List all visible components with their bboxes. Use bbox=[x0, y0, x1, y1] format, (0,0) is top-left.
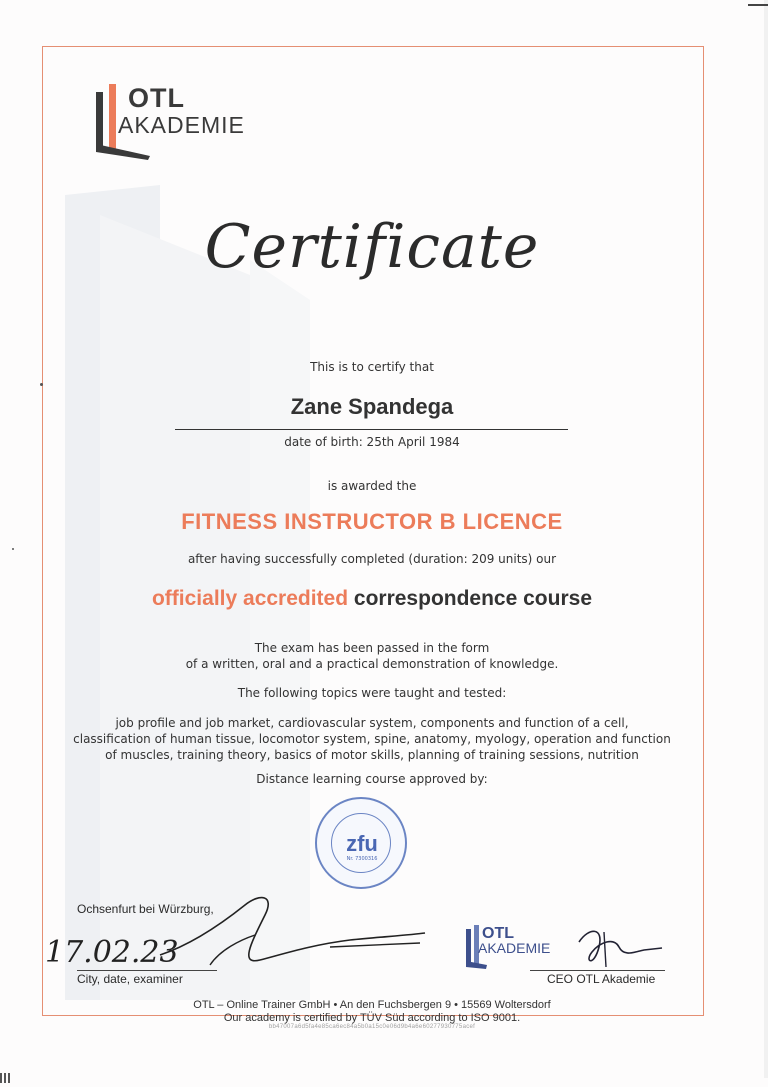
footer-iso: Our academy is certified by TÜV Süd according to ISO 9001. bbox=[223, 1012, 521, 1024]
completed-text: after having successfully completed (duration: 209 units) our bbox=[187, 552, 557, 566]
examiner-signature-line bbox=[77, 970, 217, 971]
course-rest: correspondence course bbox=[353, 587, 592, 610]
exam-line-1: The exam has been passed in the form bbox=[254, 641, 490, 655]
stamp-otl-text: OTL bbox=[482, 925, 514, 942]
certificate-title: Certificate bbox=[204, 212, 540, 282]
logo-otl-text: OTL bbox=[128, 83, 185, 113]
zfu-stamp bbox=[315, 797, 407, 889]
licence-title: FITNESS INSTRUCTOR B LICENCE bbox=[181, 509, 563, 534]
scan-edge-marks bbox=[0, 1068, 14, 1078]
scan-mark bbox=[748, 4, 768, 6]
examiner-caption: City, date, examiner bbox=[77, 972, 183, 986]
examiner-signature-icon bbox=[150, 885, 430, 975]
approved-by-text: Distance learning course approved by: bbox=[256, 772, 488, 786]
scan-speck bbox=[40, 383, 43, 386]
topics-line: classification of human tissue, locomotor system, spine, anatomy, myology, operation and function bbox=[73, 732, 671, 746]
course-title bbox=[42, 587, 702, 611]
footer-hash: bb47007a6d5fa4e85ca6ec84a5b0a15c0e06d9b4a6e60277930775acef bbox=[268, 1024, 476, 1030]
ceo-signature-icon bbox=[574, 922, 664, 972]
signature-date: 17.02.23 bbox=[45, 935, 179, 970]
topics-line: job profile and job market, cardiovascular system, components and function of a cell, bbox=[115, 716, 629, 730]
signature-place: Ochsenfurt bei Würzburg, bbox=[77, 902, 214, 916]
ceo-signature-line bbox=[530, 970, 665, 971]
awarded-text: is awarded the bbox=[327, 479, 417, 493]
stamp-logo: zfu bbox=[346, 831, 378, 856]
scan-edge bbox=[764, 0, 768, 1078]
date-of-birth: date of birth: 25th April 1984 bbox=[284, 435, 460, 449]
topics-line: of muscles, training theory, basics of motor skills, planning of training sessions, nutrition bbox=[105, 748, 639, 762]
stamp-akademie-text: AKADEMIE bbox=[478, 940, 551, 956]
course-highlight: officially accredited bbox=[151, 587, 349, 610]
logo-akademie-text: AKADEMIE bbox=[118, 112, 245, 138]
exam-line-2: of a written, oral and a practical demonstration of knowledge. bbox=[185, 657, 559, 671]
stamp-inner-ring bbox=[331, 813, 391, 873]
topics-list bbox=[42, 715, 702, 763]
stamp-number: Nr. 7300316 bbox=[346, 856, 378, 862]
recipient-name: Zane Spandega bbox=[290, 394, 454, 419]
intro-text: This is to certify that bbox=[310, 360, 434, 374]
ceo-caption: CEO OTL Akademie bbox=[547, 972, 656, 986]
name-underline bbox=[175, 429, 568, 430]
topics-heading: The following topics were taught and tested: bbox=[237, 686, 507, 700]
scan-speck bbox=[12, 548, 14, 550]
footer-address: OTL – Online Trainer GmbH • An den Fuchsbergen 9 • 15569 Woltersdorf bbox=[193, 999, 551, 1011]
